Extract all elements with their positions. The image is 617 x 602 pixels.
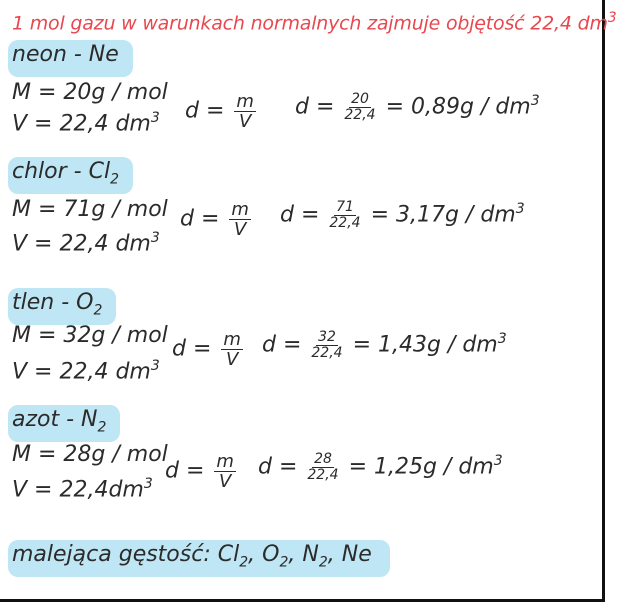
density-symbol: d — [295, 94, 309, 120]
header-sub: 2 — [93, 302, 103, 319]
section-header — [8, 288, 116, 325]
frac-den: 22,4 — [344, 107, 376, 123]
result-sup: 3 — [530, 93, 540, 110]
density-symbol: d — [280, 202, 294, 228]
section-header — [8, 405, 120, 442]
result-sup: 3 — [493, 453, 503, 470]
result-text: = 3,17g / dm — [370, 202, 516, 228]
item-sep: , — [288, 542, 296, 567]
volume-sup: 3 — [150, 230, 160, 246]
frac-den: 22,4 — [329, 215, 361, 231]
volume — [12, 110, 160, 136]
mass-over-volume — [234, 92, 256, 131]
result-text: = 1,43g / dm — [352, 332, 498, 358]
value-fraction — [307, 452, 338, 483]
value-fraction — [311, 330, 342, 361]
mass-over-volume — [229, 200, 251, 239]
molar-mass: M = 32g / mol — [12, 323, 168, 348]
density-symbol: d — [258, 454, 272, 480]
density-symbol: d — [165, 458, 179, 484]
density-calculation: d = $\frac{28}{22,4}$ = $1,25g / dm^3$ — [258, 451, 503, 483]
summary-item — [302, 542, 335, 571]
density-calculation: d = $\frac{20}{22,4}$ = $0,89g / dm^3$ — [295, 91, 540, 123]
frac-num: m — [216, 451, 234, 472]
result-sup: 3 — [515, 201, 525, 218]
summary-item — [342, 542, 372, 567]
volume-sup: 3 — [150, 110, 160, 126]
frac-num: m — [236, 91, 254, 112]
volume-text: V = 22,4 dm — [12, 359, 151, 385]
frac-den: 22,4 — [311, 345, 343, 361]
frac-num: 71 — [336, 199, 354, 215]
volume — [12, 358, 160, 384]
density-symbol: d — [262, 332, 276, 358]
result-text: = 0,89g / dm — [385, 94, 531, 120]
result-text: = 1,25g / dm — [348, 454, 494, 480]
value-fraction — [329, 200, 360, 231]
molar-mass: M = 28g / mol — [12, 442, 168, 467]
header-text: chlor - Cl — [12, 159, 111, 184]
density-formula: d = $\frac{m}{V}$ — [180, 199, 249, 240]
frac-num: m — [223, 329, 241, 350]
section-header — [8, 40, 133, 77]
volume-text: V = 22,4 dm — [12, 111, 151, 137]
density-summary — [8, 540, 390, 577]
volume — [12, 230, 160, 256]
header-text: neon - Ne — [12, 42, 119, 67]
density-formula: d = $\frac{m}{V}$ — [185, 91, 254, 132]
frac-den: V — [234, 219, 247, 240]
frac-den: V — [219, 471, 232, 492]
density-formula: d = $\frac{m}{V}$ — [165, 451, 234, 492]
item-sub: 2 — [279, 554, 289, 571]
summary-item — [262, 542, 296, 571]
item-text: O — [262, 542, 280, 567]
frac-num: 28 — [314, 451, 332, 467]
item-sep: , — [248, 542, 256, 567]
item-sep: , — [327, 542, 335, 567]
value-fraction — [344, 92, 375, 123]
molar-mass: M = 71g / mol — [12, 197, 168, 222]
density-symbol: d — [180, 206, 194, 232]
volume-text: V = 22,4 dm — [12, 231, 151, 257]
summary-label: malejąca gęstość: — [12, 542, 211, 567]
density-symbol: d — [172, 336, 186, 362]
item-sub: 2 — [239, 554, 249, 571]
header-sub: 2 — [110, 171, 119, 188]
page-title — [12, 10, 617, 34]
item-sub: 2 — [318, 554, 328, 571]
volume-sup: 3 — [143, 476, 153, 492]
density-formula: d = $\frac{m}{V}$ — [172, 329, 241, 370]
section-header — [8, 157, 133, 194]
result-sup: 3 — [497, 331, 507, 348]
frac-num: m — [231, 199, 249, 220]
item-text: Ne — [341, 542, 372, 567]
item-text: N — [302, 542, 319, 567]
density-calculation: d = $\frac{71}{22,4}$ = $3,17g / dm^3$ — [280, 199, 525, 231]
volume-sup: 3 — [150, 358, 160, 374]
summary-item — [217, 542, 256, 571]
volume-text: V = 22,4dm — [12, 477, 144, 503]
frac-den: 22,4 — [307, 467, 339, 483]
title-text: 1 mol gazu w warunkach normalnych zajmuje objętość 22,4 dm — [12, 12, 608, 35]
item-text: Cl — [217, 542, 240, 567]
frac-den: V — [226, 349, 239, 370]
header-text: azot - N — [12, 407, 98, 432]
molar-mass: M = 20g / mol — [12, 80, 168, 105]
density-calculation: d = $\frac{32}{22,4}$ = $1,43g / dm^3$ — [262, 329, 507, 361]
mass-over-volume — [214, 452, 236, 491]
title-sup: 3 — [607, 10, 617, 26]
mass-over-volume — [221, 330, 243, 369]
header-sub: 2 — [97, 419, 107, 436]
density-symbol: d — [185, 98, 199, 124]
frac-num: 20 — [351, 91, 369, 107]
frac-num: 32 — [318, 329, 336, 345]
header-text: tlen - O — [12, 290, 94, 315]
frac-den: V — [239, 111, 252, 132]
volume — [12, 476, 153, 502]
